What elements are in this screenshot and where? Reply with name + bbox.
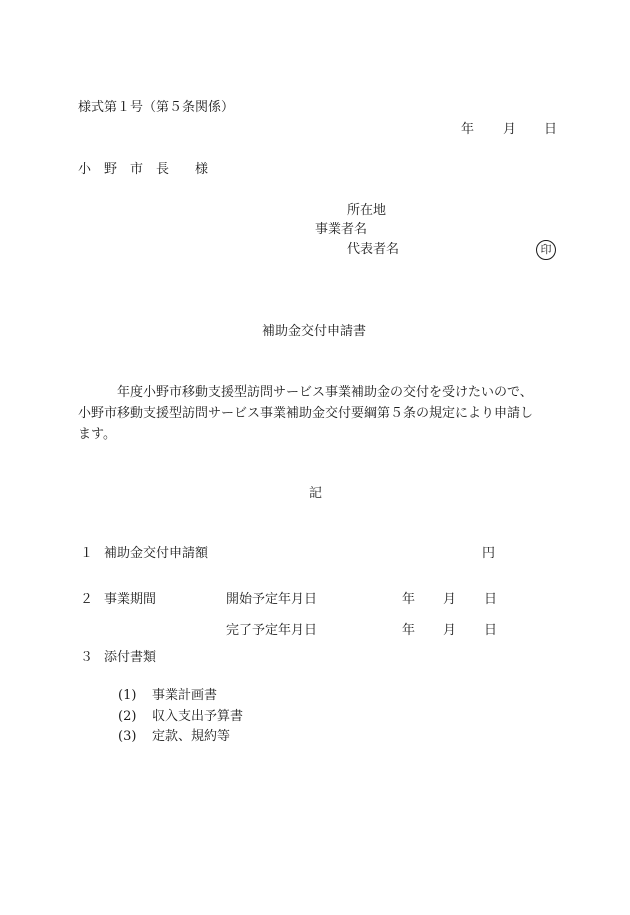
attachment-1-text: 事業計画書: [152, 688, 218, 703]
form-number: 様式第１号（第５条関係）: [78, 100, 235, 115]
body-line-1: 年度小野市移動支援型訪問サービス事業補助金の交付を受けたいので、: [117, 385, 533, 400]
business-name-label: 事業者名: [315, 222, 368, 237]
address-label: 所在地: [347, 203, 387, 218]
item-1-unit: 円: [482, 546, 496, 561]
end-date-label: 完了予定年月日: [226, 623, 318, 638]
body-line-3: ます。: [78, 427, 116, 442]
addressee: 小 野 市 長 様: [78, 162, 209, 177]
body-text: [78, 382, 558, 445]
representative-label: 代表者名: [347, 242, 400, 257]
header-date-month: 月: [503, 122, 517, 137]
attachment-2-number: (2): [118, 709, 137, 724]
item-3-number: ３: [80, 650, 94, 665]
item-1-label: 補助金交付申請額: [104, 546, 209, 561]
seal-mark: 印: [536, 240, 556, 260]
item-3-label: 添付書類: [104, 650, 157, 665]
item-1-number: １: [80, 546, 94, 561]
end-month: 月: [443, 623, 457, 638]
item-2-number: ２: [80, 592, 94, 607]
header-date-year: 年: [461, 122, 475, 137]
start-month: 月: [443, 592, 457, 607]
end-year: 年: [402, 623, 416, 638]
header-date-day: 日: [544, 122, 558, 137]
start-year: 年: [402, 592, 416, 607]
attachment-1-number: (1): [118, 688, 137, 703]
end-day: 日: [484, 623, 498, 638]
body-line-2: 小野市移動支援型訪問サービス事業補助金交付要綱第５条の規定により申請し: [78, 406, 534, 421]
item-2-label: 事業期間: [104, 592, 157, 607]
ki-heading: 記: [309, 486, 323, 501]
attachment-2-text: 収入支出予算書: [152, 709, 244, 724]
attachment-3-number: (3): [118, 729, 137, 744]
document-title: 補助金交付申請書: [262, 324, 367, 339]
start-date-label: 開始予定年月日: [226, 592, 318, 607]
attachment-3-text: 定款、規約等: [152, 729, 231, 744]
start-day: 日: [484, 592, 498, 607]
